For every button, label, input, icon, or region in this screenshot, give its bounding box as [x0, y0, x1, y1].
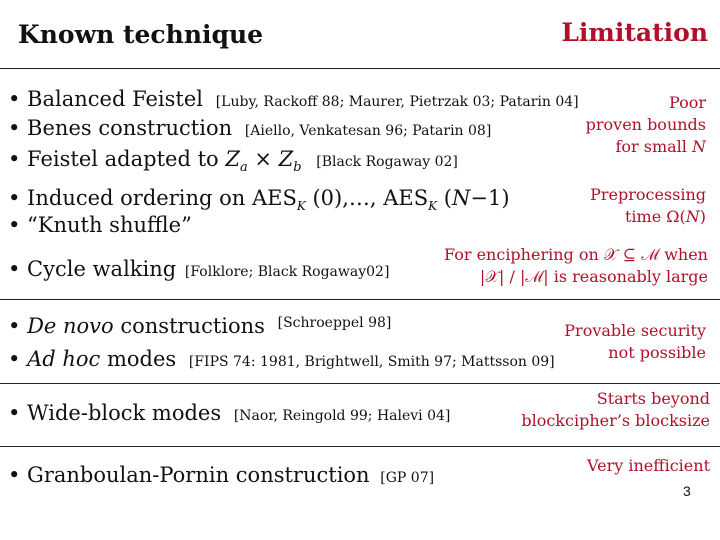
- item-benes-construction: • Benes construction [Aiello, Venkatesan 96; Patarin 08]: [8, 116, 492, 140]
- limitation-starts-beyond: Starts beyond blockcipher’s blocksize: [521, 389, 710, 430]
- section-divider: [0, 446, 720, 447]
- citation: [Folklore; Black Rogaway02]: [184, 264, 390, 280]
- limitation-provable-security: Provable security not possible: [564, 321, 706, 362]
- page-number: 3: [683, 483, 691, 499]
- math-za-zb: $Z_a \times Z_b$: [225, 147, 302, 176]
- header-known-technique: Known technique: [18, 20, 264, 49]
- item-induced-ordering: • Induced ordering on $AES_K$ (0),…, $AES_K$ (N−1): [8, 186, 510, 214]
- citation: [Schroeppel 98]: [277, 315, 392, 331]
- header-divider: [0, 68, 720, 69]
- citation: [Naor, Reingold 99; Halevi 04]: [233, 408, 451, 424]
- item-de-novo: • De novo constructions [Schroeppel 98]: [8, 314, 392, 338]
- item-cycle-walking: • Cycle walking [Folklore; Black Rogaway02]: [8, 257, 390, 281]
- item-wide-block: • Wide-block modes [Naor, Reingold 99; Halevi 04]: [8, 401, 451, 425]
- citation: [Luby, Rackoff 88; Maurer, Pietrzak 03; Patarin 04]: [215, 94, 579, 110]
- header-limitation: Limitation: [561, 18, 708, 47]
- citation: [GP 07]: [380, 470, 435, 486]
- item-balanced-feistel: • Balanced Feistel [Luby, Rackoff 88; Maurer, Pietrzak 03; Patarin 04]: [8, 87, 579, 111]
- limitation-enciphering-subset: For enciphering on 𝒳 ⊆ ℳ when |𝒳| / |ℳ| is reasonably large: [443, 245, 708, 286]
- item-knuth-shuffle: • “Knuth shuffle”: [8, 213, 192, 237]
- item-granboulan-pornin: • Granboulan-Pornin construction [GP 07]: [8, 463, 435, 487]
- citation: [Aiello, Venkatesan 96; Patarin 08]: [244, 123, 492, 139]
- citation: [Black Rogaway 02]: [316, 154, 458, 170]
- limitation-poor-bounds: Poor proven bounds for small N: [585, 93, 706, 156]
- limitation-preprocessing: Preprocessing time Ω(N): [590, 185, 706, 226]
- item-ad-hoc: • Ad hoc modes [FIPS 74: 1981, Brightwell, Smith 97; Mattsson 09]: [8, 347, 555, 371]
- citation: [FIPS 74: 1981, Brightwell, Smith 97; Mattsson 09]: [188, 354, 555, 370]
- item-feistel-adapted: • Feistel adapted to $Z_a \times Z_b$ [Black Rogaway 02]: [8, 147, 458, 176]
- limitation-very-inefficient: Very inefficient: [587, 456, 710, 475]
- section-divider: [0, 383, 720, 384]
- section-divider: [0, 299, 720, 300]
